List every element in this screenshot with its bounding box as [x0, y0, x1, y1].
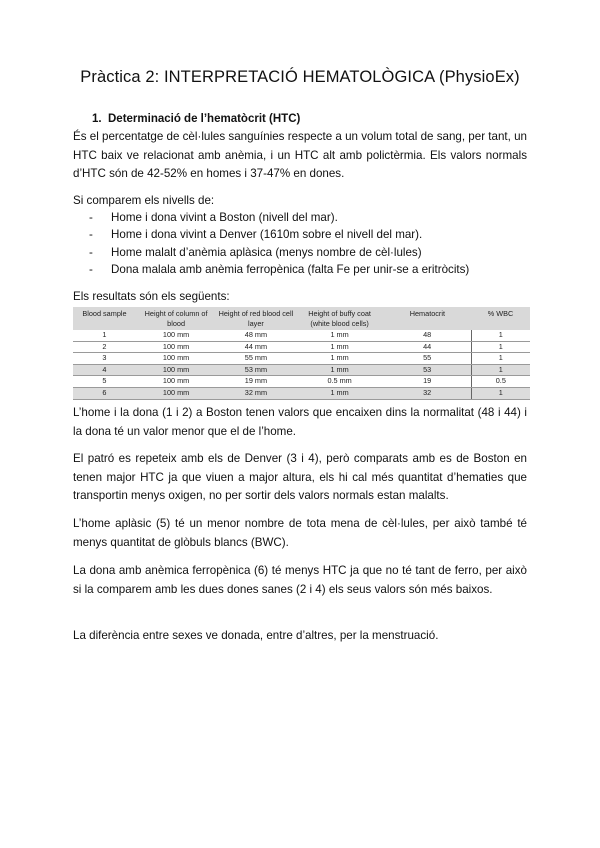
table-cell: 1 mm — [296, 364, 384, 376]
table-row — [73, 364, 530, 376]
table-header-cell: Height of column of blood — [136, 307, 216, 330]
table-cell: 48 — [384, 330, 472, 341]
table-cell: 100 mm — [136, 353, 216, 365]
table-cell: 0.5 mm — [296, 376, 384, 388]
table-row — [73, 353, 530, 365]
table-cell: 1 — [471, 387, 530, 399]
table-header-cell: Hematocrit — [384, 307, 472, 330]
table-cell: 5 — [73, 376, 136, 388]
table-cell: 55 — [384, 353, 472, 365]
list-bullet: - — [89, 263, 93, 277]
table-cell: 19 mm — [216, 376, 295, 388]
table-cell: 1 mm — [296, 353, 384, 365]
table-row — [73, 387, 530, 399]
table-row — [73, 341, 530, 353]
results-intro: Els resultats són els següents: — [73, 290, 230, 303]
table-header-row — [73, 307, 530, 330]
body-paragraph: La dona amb anèmica ferropènica (6) té menys HTC ja que no té tant de ferro, per això si la comparem amb les dues dones sanes (2 i 4) els seus valors són més baixos. — [73, 564, 527, 596]
compare-intro: Si comparem els nivells de: — [73, 194, 215, 207]
list-item — [73, 226, 469, 243]
table-header-cell: Blood sample — [73, 307, 136, 330]
table-cell: 3 — [73, 353, 136, 365]
table-cell: 1 — [471, 341, 530, 353]
table-cell: 55 mm — [216, 353, 295, 365]
table-cell: 44 — [384, 341, 472, 353]
table-cell: 4 — [73, 364, 136, 376]
table-cell: 1 — [471, 330, 530, 341]
table-cell: 44 mm — [216, 341, 295, 353]
table-cell: 32 — [384, 387, 472, 399]
table-cell: 53 — [384, 364, 472, 376]
table-header-cell: % WBC — [471, 307, 530, 330]
results-table — [73, 307, 530, 400]
table-cell: 100 mm — [136, 330, 216, 341]
table-cell: 1 — [471, 353, 530, 365]
table-cell: 19 — [384, 376, 472, 388]
body-paragraph: L’home i la dona (1 i 2) a Boston tenen valors que encaixen dins la normalitat (48 i 44) i la dona té un valor menor que el de l’home. — [73, 406, 527, 438]
table-cell: 0.5 — [471, 376, 530, 388]
table-cell: 2 — [73, 341, 136, 353]
section-heading-text: Determinació de l’hematòcrit (HTC) — [108, 113, 301, 125]
table-cell: 6 — [73, 387, 136, 399]
list-bullet: - — [89, 228, 93, 242]
table-cell: 100 mm — [136, 341, 216, 353]
table-cell: 1 — [73, 330, 136, 341]
intro-paragraph: És el percentatge de cèl·lules sanguínies respecte a un volum total de sang, per tant, un HTC baix ve relacionat amb anèmia, i un HTC alt amb polictèrmia. Els valors normals d’HTC són de 42-52% en homes i 37-47% en dones. — [73, 130, 527, 181]
table-row — [73, 330, 530, 341]
list-item-text: Home i dona vivint a Boston (nivell del mar). — [111, 211, 338, 224]
table-cell: 1 mm — [296, 330, 384, 341]
list-bullet: - — [89, 211, 93, 224]
table-cell: 32 mm — [216, 387, 295, 399]
table-cell: 1 — [471, 364, 530, 376]
table-header-cell: Height of red blood cell layer — [216, 307, 295, 330]
table-cell: 100 mm — [136, 387, 216, 399]
list-item — [73, 261, 469, 278]
table-cell: 53 mm — [216, 364, 295, 376]
table-cell: 1 mm — [296, 387, 384, 399]
body-paragraph: L’home aplàsic (5) té un menor nombre de tota mena de cèl·lules, per això també té menys quantitat de glòbuls blancs (BWC). — [73, 517, 527, 549]
list-bullet: - — [89, 245, 93, 259]
section-heading — [92, 113, 300, 125]
table-cell: 100 mm — [136, 364, 216, 376]
list-item-text: Home i dona vivint a Denver (1610m sobre el nivell del mar). — [111, 228, 423, 242]
table-cell: 100 mm — [136, 376, 216, 388]
table-header-cell: Height of buffy coat (white blood cells) — [296, 307, 384, 330]
list-item-text: Dona malala amb anèmia ferropènica (falta Fe per unir-se a eritròcits) — [111, 263, 470, 277]
list-item — [73, 244, 469, 261]
table-cell: 1 mm — [296, 341, 384, 353]
list-item-text: Home malalt d’anèmia aplàsica (menys nombre de cèl·lules) — [111, 245, 422, 259]
compare-list — [73, 209, 469, 279]
section-number: 1. — [92, 113, 102, 125]
body-paragraph: La diferència entre sexes ve donada, entre d’altres, per la menstruació. — [73, 629, 439, 642]
body-paragraph: El patró es repeteix amb els de Denver (3 i 4), però comparats amb es de Boston en tenen major HTC ja que viuen a major altura, els hi cal més quantitat d’hematies que transportin menys oxigen, no per sortir dels valors normals estan malalts. — [73, 452, 527, 503]
page-title: Pràctica 2: INTERPRETACIÓ HEMATOLÒGICA (PhysioEx) — [80, 68, 520, 86]
list-item — [73, 209, 469, 226]
table-row — [73, 376, 530, 388]
table-cell: 48 mm — [216, 330, 295, 341]
